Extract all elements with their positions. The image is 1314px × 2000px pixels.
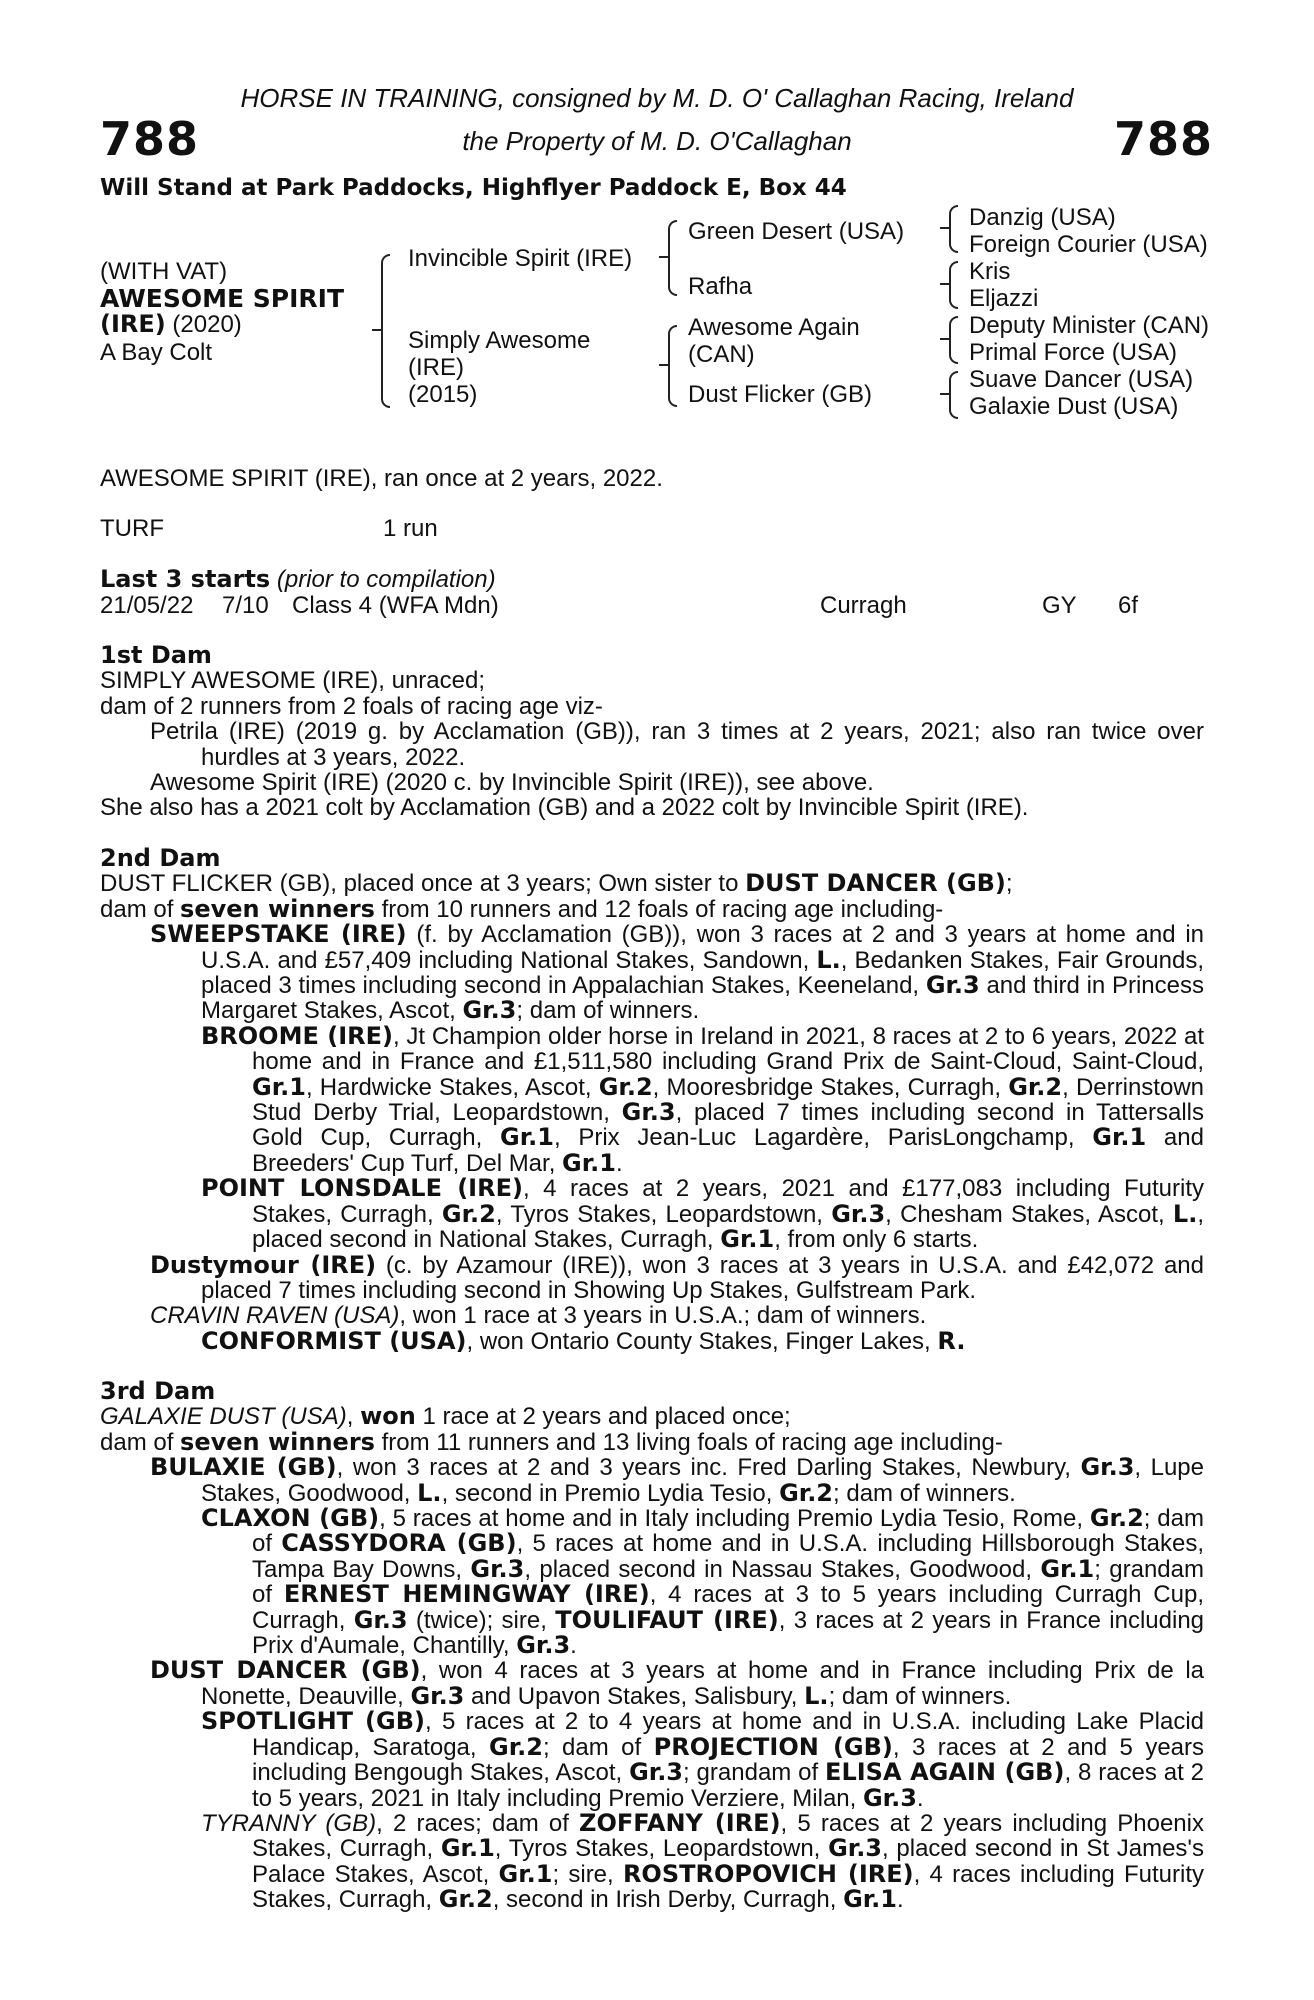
vat-note: (WITH VAT)	[100, 258, 228, 285]
pedigree-sire: Invincible Spirit (IRE)	[408, 245, 633, 272]
third-dam-intro: GALAXIE DUST (USA), won 1 race at 2 years and placed once;	[100, 1402, 791, 1431]
first-dam-section	[100, 643, 1204, 821]
progeny-broome: BROOME (IRE), Jt Champion older horse in Ireland in 2021, 8 races at 2 to 6 years, 2022 at home and in France and £1,511,580 including Grand Prix de Saint-Cloud, Saint-Cloud, Gr.1, Hardwicke Stakes, Ascot, Gr.2, Mooresbridge Stakes, Curragh, Gr.2, Derrinstown Stud Derby Trial, Leopardstown, Gr.3, placed 7 times including second in Tattersalls Gold Cup, Curragh, Gr.1, Prix Jean-Luc Lagardère, ParisLongchamp, Gr.1 and Breeders' Cup Turf, Del Mar, Gr.1.	[201, 1021, 1205, 1177]
pedigree-brace-ggp2	[949, 261, 958, 309]
pedigree-dam-year: (2015)	[408, 381, 478, 408]
progeny-point-lonsdale: POINT LONSDALE (IRE), 4 races at 2 years, 2021 and £177,083 including Futurity Stakes, Curragh, Gr.2, Tyros Stakes, Leopardstown, Gr.3, Chesham Stakes, Ascot, L., placed second in National Stakes, Curragh, Gr.1, from only 6 starts.	[201, 1174, 1205, 1254]
pedigree-brace-dam	[668, 325, 677, 407]
property-line: the Property of M. D. O'Callaghan	[462, 126, 852, 156]
lot-number-right: 788	[1114, 112, 1214, 166]
pedigree-ggp-1: Danzig (USA)	[969, 204, 1116, 231]
pedigree-ggp-2: Foreign Courier (USA)	[969, 231, 1208, 258]
third-dam-heading: 3rd Dam	[100, 1377, 216, 1405]
horse-description: A Bay Colt	[100, 339, 213, 366]
progeny-conformist: CONFORMIST (USA), won Ontario County Stakes, Finger Lakes, R.	[201, 1326, 966, 1355]
first-dam-summary: dam of 2 runners from 2 foals of racing age viz-	[100, 692, 603, 720]
pedigree-ggp-5: Deputy Minister (CAN)	[969, 312, 1210, 339]
pedigree-dam-name: Simply Awesome	[408, 327, 591, 354]
progeny-petrila: Petrila (IRE) (2019 g. by Acclamation (GB)), ran 3 times at 2 years, 2021; also ran twice over hurdles at 3 years, 2022.	[150, 718, 1204, 771]
progeny-dust-dancer: DUST DANCER (GB), won 4 races at 3 years at home and in France including Prix de la Nonette, Deauville, Gr.3 and Upavon Stakes, Salisbury, L.; dam of winners.	[150, 1656, 1204, 1710]
pedigree-dam-country: (IRE)	[408, 354, 464, 381]
third-dam-summary: dam of seven winners from 11 runners and 13 living foals of racing age including-	[100, 1427, 1003, 1456]
pedigree-brace-ggp3	[949, 316, 958, 364]
second-dam-section	[100, 846, 1204, 1354]
progeny-awesome-spirit: Awesome Spirit (IRE) (2020 c. by Invincible Spirit (IRE)), see above.	[150, 769, 874, 797]
pedigree-sire-dam: Rafha	[688, 273, 753, 300]
pedigree-ggp-8: Galaxie Dust (USA)	[969, 393, 1179, 420]
last-starts-heading: Last 3 starts (prior to compilation)	[100, 565, 496, 593]
progeny-spotlight: SPOTLIGHT (GB), 5 races at 2 to 4 years at home and in U.S.A. including Lake Placid Handicap, Saratoga, Gr.2; dam of PROJECTION (GB), 3 races at 2 and 5 years including Bengough Stakes, Ascot, Gr.3; grandam of ELISA AGAIN (GB), 8 races at 2 to 5 years, 2021 in Italy including Premio Verziere, Milan, Gr.3.	[201, 1707, 1205, 1812]
last-start-race: Class 4 (WFA Mdn)	[292, 592, 499, 619]
pedigree-ggp-4: Eljazzi	[969, 285, 1039, 312]
last-start-distance: 6f	[1118, 592, 1139, 619]
pedigree-brace-sire	[668, 220, 677, 296]
second-dam-intro: DUST FLICKER (GB), placed once at 3 years; Own sister to DUST DANCER (GB);	[100, 869, 1013, 898]
progeny-sweepstake: SWEEPSTAKE (IRE) (f. by Acclamation (GB)), won 3 races at 2 and 3 years at home and in U.S.A. and £57,409 including National Stakes, Sandown, L., Bedanken Stakes, Fair Grounds, placed 3 times including second in Appalachian Stakes, Keeneland, Gr.3 and third in Princess Margaret Stakes, Ascot, Gr.3; dam of winners.	[150, 920, 1205, 1025]
lot-number-left: 788	[100, 112, 200, 166]
first-dam-heading: 1st Dam	[100, 641, 212, 669]
second-dam-heading: 2nd Dam	[100, 844, 221, 872]
first-dam-intro: SIMPLY AWESOME (IRE), unraced;	[100, 667, 486, 695]
last-start-course: Curragh	[820, 592, 907, 619]
pedigree-ggp-6: Primal Force (USA)	[969, 339, 1178, 366]
pedigree-ggp-7: Suave Dancer (USA)	[969, 366, 1194, 393]
consignor-line: HORSE IN TRAINING, consigned by M. D. O' Callaghan Racing, Ireland	[240, 83, 1074, 113]
second-dam-summary: dam of seven winners from 10 runners and 12 foals of racing age including-	[100, 894, 944, 923]
horse-country: (IRE)	[100, 310, 166, 338]
pedigree-ggp-3: Kris	[969, 258, 1011, 285]
third-dam-section	[100, 1379, 1204, 1913]
surface-label: TURF	[100, 515, 164, 542]
surface-runs: 1 run	[383, 515, 438, 542]
progeny-bulaxie: BULAXIE (GB), won 3 races at 2 and 3 years inc. Fred Darling Stakes, Newbury, Gr.3, Lupe Stakes, Goodwood, L., second in Premio Lydia Tesio, Gr.2; dam of winners.	[150, 1453, 1205, 1507]
pedigree-brace-ggp4	[949, 371, 958, 419]
pedigree-dam-dam: Dust Flicker (GB)	[688, 381, 873, 408]
horse-year: (2020)	[165, 311, 242, 338]
last-start-going: GY	[1042, 592, 1077, 619]
pedigree-dam-sire-2: (CAN)	[688, 341, 755, 368]
progeny-cravin-raven: CRAVIN RAVEN (USA), won 1 race at 3 years in U.S.A.; dam of winners.	[150, 1302, 927, 1330]
pedigree-sire-sire: Green Desert (USA)	[688, 218, 905, 245]
horse-name: AWESOME SPIRIT	[100, 284, 345, 313]
stand-location: Will Stand at Park Paddocks, Highflyer Paddock E, Box 44	[100, 175, 847, 201]
progeny-claxon: CLAXON (GB), 5 races at home and in Italy including Premio Lydia Tesio, Rome, Gr.2; dam of CASSYDORA (GB), 5 races at home and in U.S.A. including Hillsborough Stakes, Tampa Bay Downs, Gr.3, placed second in Nassau Stakes, Goodwood, Gr.1; grandam of ERNEST HEMINGWAY (IRE), 4 races at 3 to 5 years including Curragh Cup, Curragh, Gr.3 (twice); sire, TOULIFAUT (IRE), 3 races at 2 years in France including Prix d'Aumale, Chantilly, Gr.3.	[201, 1504, 1205, 1660]
last-start-date: 21/05/22	[100, 592, 194, 619]
horse-country-year	[100, 312, 242, 337]
last-start-position: 7/10	[222, 592, 269, 619]
progeny-tyranny: TYRANNY (GB), 2 races; dam of ZOFFANY (IRE), 5 races at 2 years including Phoenix Stakes, Curragh, Gr.1, Tyros Stakes, Leopardstown, Gr.3, placed second in St James's Palace Stakes, Ascot, Gr.1; sire, ROSTROPOVICH (IRE), 4 races including Futurity Stakes, Curragh, Gr.2, second in Irish Derby, Curragh, Gr.1.	[201, 1808, 1205, 1914]
pedigree-brace-main	[381, 254, 390, 408]
first-dam-foals: She also has a 2021 colt by Acclamation (GB) and a 2022 colt by Invincible Spirit (IRE).	[100, 794, 1029, 822]
pedigree-brace-ggp1	[949, 205, 958, 253]
pedigree-dam-sire-1: Awesome Again	[688, 314, 860, 341]
progeny-dustymour: Dustymour (IRE) (c. by Azamour (IRE)), won 3 races at 3 years in U.S.A. and £42,072 and placed 7 times including second in Showing Up Stakes, Gulfstream Park.	[150, 1250, 1204, 1304]
race-record-summary: AWESOME SPIRIT (IRE), ran once at 2 years, 2022.	[100, 465, 663, 492]
